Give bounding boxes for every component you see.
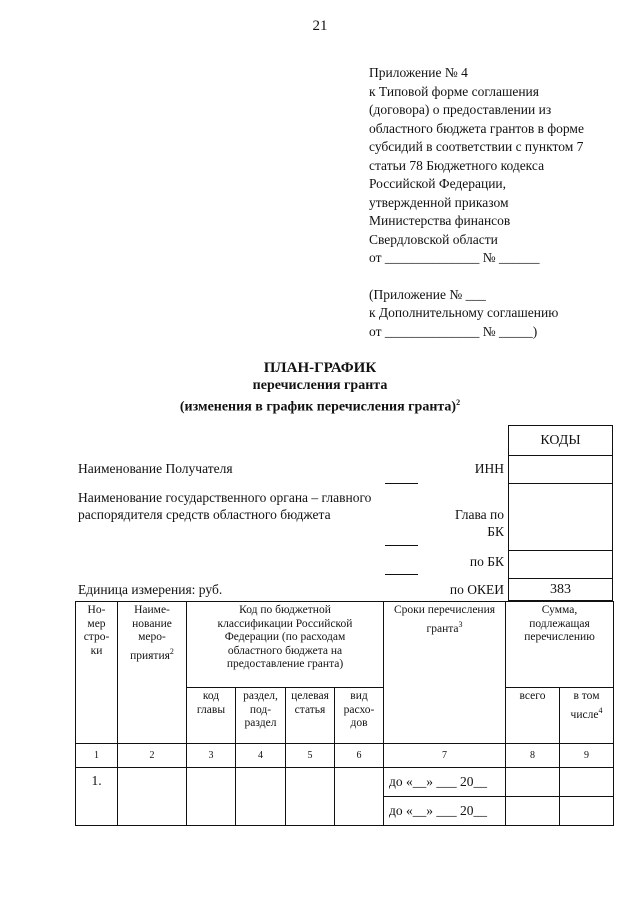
header-target-item: целевая статья bbox=[286, 688, 335, 744]
by-bk-dash bbox=[385, 574, 418, 575]
by-bk-label: по БК bbox=[469, 554, 504, 569]
header-budget-code: Код по бюджетной классификации Российской Федерации (по расходам областного бюджета на предоставление гранта) bbox=[187, 602, 384, 688]
appendix-line: (договора) о предоставлении из bbox=[369, 102, 552, 117]
section-cell bbox=[236, 768, 286, 826]
by-bk-code-cell bbox=[509, 551, 613, 579]
additional-agreement-line: (Приложение № ___ bbox=[369, 286, 486, 302]
column-number: 9 bbox=[560, 744, 614, 768]
document-title bbox=[0, 360, 640, 416]
title-line-3: (изменения в график перечисления гранта)$^2$ bbox=[179, 398, 461, 415]
appendix-line: от ______________ № ______ bbox=[369, 250, 540, 265]
chapter-bk-label: Глава по БК bbox=[454, 507, 504, 539]
column-number: 7 bbox=[384, 744, 506, 768]
title-line-1: ПЛАН-ГРАФИК bbox=[263, 360, 377, 376]
appendix-line: областного бюджета грантов в форме bbox=[369, 120, 584, 136]
header-row-number: Но- мер стро- ки bbox=[76, 602, 118, 744]
table-row bbox=[76, 768, 614, 797]
header-event-name: Наиме- нование меро- приятия$^2$ bbox=[118, 602, 187, 744]
column-number: 1 bbox=[76, 744, 118, 768]
gov-body-dash bbox=[385, 545, 418, 546]
unit-label: Единица измерения: руб. bbox=[78, 582, 223, 597]
codes-table bbox=[508, 425, 613, 601]
transfer-term-cell: до «__» ___ 20__ bbox=[384, 797, 506, 826]
appendix-line: Приложение № 4 bbox=[369, 65, 468, 80]
gov-body-label: Наименование государственного органа – главного распорядителя средств областного бюджета bbox=[78, 490, 372, 522]
appendix-line: утвержденной приказом bbox=[369, 194, 509, 210]
payment-schedule-table bbox=[75, 601, 614, 826]
chapter-bk-code-cell bbox=[509, 484, 613, 551]
total-cell bbox=[506, 797, 560, 826]
recipient-name-label: Наименование Получателя bbox=[78, 461, 233, 476]
additional-agreement-line: от ______________ № _____) bbox=[369, 323, 538, 339]
appendix-line: Министерства финансов bbox=[369, 213, 511, 228]
additional-agreement-line: к Дополнительному соглашению bbox=[369, 305, 559, 320]
appendix-line: Свердловской области bbox=[369, 231, 498, 247]
appendix-line: статьи 78 Бюджетного кодекса bbox=[369, 157, 545, 173]
column-number: 8 bbox=[506, 744, 560, 768]
target-item-cell bbox=[286, 768, 335, 826]
appendix-block bbox=[369, 64, 629, 341]
appendix-line: Российской Федерации, bbox=[369, 176, 507, 191]
header-sum: Сумма, подлежащая перечислению bbox=[506, 602, 614, 688]
okei-label: по ОКЕИ bbox=[449, 582, 504, 597]
column-number: 2 bbox=[118, 744, 187, 768]
header-including: в том числе$^4$ bbox=[560, 688, 614, 744]
recipient-dash bbox=[385, 483, 418, 484]
including-cell bbox=[560, 768, 614, 797]
column-number: 4 bbox=[236, 744, 286, 768]
column-number: 6 bbox=[335, 744, 384, 768]
codes-header: КОДЫ bbox=[509, 426, 613, 456]
event-cell bbox=[118, 768, 187, 826]
appendix-line: к Типовой форме соглашения bbox=[369, 83, 539, 99]
header-expense-type: вид расхо- дов bbox=[335, 688, 384, 744]
page-number: 21 bbox=[312, 18, 328, 34]
header-total: всего bbox=[506, 688, 560, 744]
title-line-2: перечисления гранта bbox=[252, 378, 388, 393]
column-number: 5 bbox=[286, 744, 335, 768]
inn-label: ИНН bbox=[474, 461, 504, 476]
transfer-term-cell: до «__» ___ 20__ bbox=[384, 768, 506, 797]
row-number: 1. bbox=[76, 768, 118, 826]
inn-code-cell bbox=[509, 456, 613, 484]
header-chapter-code: код главы bbox=[187, 688, 236, 744]
appendix-line: субсидий в соответствии с пунктом 7 bbox=[369, 139, 584, 154]
total-cell bbox=[506, 768, 560, 797]
okei-code-cell: 383 bbox=[509, 579, 613, 601]
header-transfer-terms: Сроки перечисления гранта$^3$ bbox=[384, 602, 506, 744]
column-number: 3 bbox=[187, 744, 236, 768]
header-section: раздел, под- раздел bbox=[236, 688, 286, 744]
expense-type-cell bbox=[335, 768, 384, 826]
chapter-code-cell bbox=[187, 768, 236, 826]
including-cell bbox=[560, 797, 614, 826]
